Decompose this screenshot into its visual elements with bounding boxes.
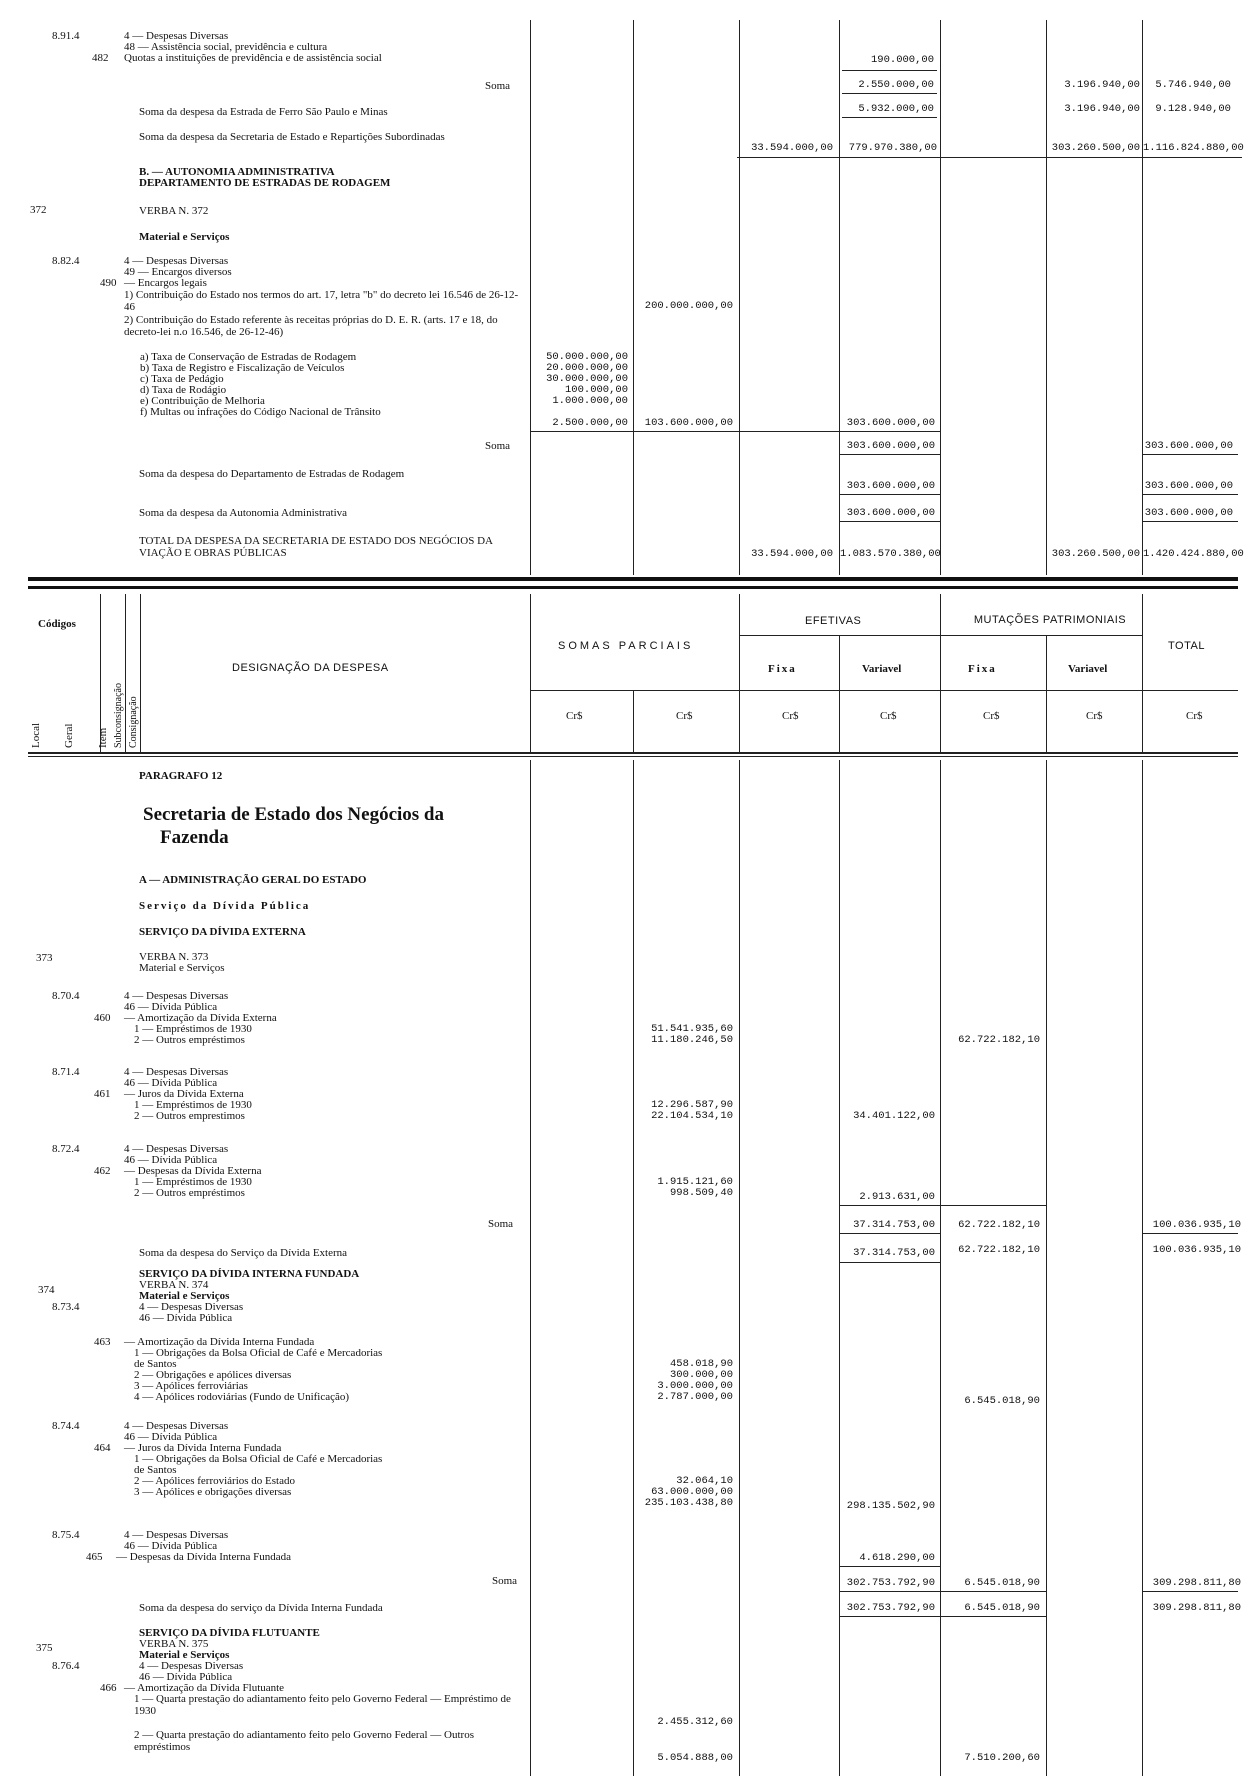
currency-4: Cr$: [880, 710, 897, 722]
value-parcial2: 5.054.888,00: [657, 1752, 733, 1764]
code-8-82-4: 8.82.4: [52, 255, 80, 267]
double-rule-bottom: [28, 586, 1238, 589]
variavel-header: Variavel: [862, 663, 902, 675]
value-parcial2: 22.104.534,10: [651, 1110, 733, 1122]
value-variavel: 4.618.290,00: [859, 1552, 935, 1564]
row-text: 4 — Despesas Diversas: [139, 1301, 244, 1313]
value-parcial2: 1.915.121,60: [657, 1176, 733, 1188]
secretaria-title-1: Secretaria de Estado dos Negócios da: [143, 804, 444, 825]
row-text: 48 — Assistência social, previdência e cultura: [124, 41, 328, 53]
row-text: 4 — Apólices rodoviárias (Fundo de Unificação): [134, 1391, 350, 1403]
row-text: 46 — Dívida Pública: [124, 1001, 218, 1013]
col-subconsignacao: Subconsignação: [113, 683, 124, 748]
value-fixa: 33.594.000,00: [751, 142, 833, 154]
currency-1: Cr$: [566, 710, 583, 722]
mvariavel-header: Variavel: [1068, 663, 1108, 675]
code-8-76-4: 8.76.4: [52, 1660, 80, 1672]
value-total: 1.420.424.880,00: [1143, 548, 1244, 560]
row-text: d) Taxa de Rodágio: [140, 384, 227, 396]
total-viacao-text: TOTAL DA DESPESA DA SECRETARIA DE ESTADO DOS NEGÓCIOS DA VIAÇÃO E OBRAS PÚBLICAS: [139, 535, 493, 559]
row-text: — Amortização da Dívida Flutuante: [124, 1682, 285, 1694]
code-490: 490: [100, 277, 117, 289]
currency-5: Cr$: [983, 710, 1000, 722]
verba-label: VERBA N. 373: [139, 951, 209, 963]
col-geral: Geral: [63, 723, 75, 748]
code-482: 482: [92, 52, 109, 64]
verba-label: VERBA N. 372: [139, 205, 209, 217]
value-variavel: 2.550.000,00: [858, 79, 934, 91]
row-text: 1 — Obrigações da Bolsa Oficial de Café e Mercadorias: [134, 1347, 383, 1359]
material-heading: Material e Serviços: [139, 1649, 230, 1661]
row-text: f) Multas ou infrações do Código Nacional de Trânsito: [140, 406, 381, 418]
value-parcial1: 2.500.000,00: [552, 417, 628, 429]
value-parcial2: 51.541.935,60: [651, 1023, 733, 1035]
value-variavel: 34.401.122,00: [853, 1110, 935, 1122]
value-total: 303.600.000,00: [1144, 480, 1233, 492]
col-item: Item: [97, 727, 109, 748]
row-text: Soma da despesa do Departamento de Estradas de Rodagem: [139, 468, 405, 480]
value-mfixa: 3.196.940,00: [1064, 103, 1140, 115]
local-code: 374: [38, 1284, 55, 1296]
local-code: 372: [30, 204, 47, 216]
row-text: 4 — Despesas Diversas: [139, 1660, 244, 1672]
col-local: Local: [30, 722, 42, 748]
value-total: 303.600.000,00: [1144, 440, 1233, 452]
mfixa-header: Fixa: [968, 663, 997, 675]
code-8-91-4: 8.91.4: [52, 30, 80, 42]
value-mfixa: 6.545.018,90: [964, 1395, 1040, 1407]
value-variavel: 2.913.631,00: [859, 1191, 935, 1203]
code-462: 462: [94, 1165, 111, 1177]
value-parcial2: 103.600.000,00: [644, 417, 733, 429]
value-parcial1: 50.000.000,00: [546, 351, 628, 363]
value-mfixa: 7.510.200,60: [964, 1752, 1040, 1764]
currency-6: Cr$: [1086, 710, 1103, 722]
row-text: Soma da despesa da Estrada de Ferro São Paulo e Minas: [139, 106, 388, 118]
value-parcial2: 11.180.246,50: [651, 1034, 733, 1046]
mutacoes-header: MUTAÇÕES PATRIMONIAIS: [973, 614, 1127, 626]
value-parcial2: 2.787.000,00: [657, 1391, 733, 1403]
row-text: 4 — Despesas Diversas: [124, 255, 229, 267]
row-text: 2 — Outros emprestimos: [134, 1110, 245, 1122]
local-code: 373: [36, 952, 53, 964]
code-465: 465: [86, 1551, 103, 1563]
row-text: — Juros da Dívida Interna Fundada: [124, 1442, 282, 1454]
verba-label: VERBA N. 374: [139, 1279, 209, 1291]
value-parcial1: 30.000.000,00: [546, 373, 628, 385]
value-variavel: 303.600.000,00: [846, 417, 935, 429]
row-text: 2 — Outros empréstimos: [134, 1034, 245, 1046]
row-text: — Amortização da Dívida Interna Fundada: [124, 1336, 315, 1348]
codigos-label: Códigos: [38, 618, 76, 630]
value-mfixa: 303.260.500,00: [1051, 142, 1140, 154]
local-code: 375: [36, 1642, 53, 1654]
code-463: 463: [94, 1336, 111, 1348]
row-text: — Juros da Dívida Externa: [124, 1088, 244, 1100]
value-variavel: 303.600.000,00: [846, 507, 935, 519]
row-text: 49 — Encargos diversos: [124, 266, 232, 278]
code-8-72-4: 8.72.4: [52, 1143, 80, 1155]
value-mfixa: 62.722.182,10: [958, 1034, 1040, 1046]
value-variavel: 303.600.000,00: [846, 480, 935, 492]
row-text: Soma da despesa da Secretaria de Estado e Repartições Subordinadas: [139, 131, 445, 143]
servico-heading: Serviço da Dívida Pública: [139, 900, 311, 912]
material-heading: Material e Serviços: [139, 1290, 230, 1302]
value-parcial2: 300.000,00: [669, 1369, 733, 1381]
value-variavel: 303.600.000,00: [846, 440, 935, 452]
col-consignacao: Consignação: [128, 696, 139, 748]
value-parcial2: 3.000.000,00: [657, 1380, 733, 1392]
row-text: 1) Contribuição do Estado nos termos do art. 17, letra "b" do decreto lei 16.546 de 26-12-46: [124, 289, 519, 313]
row-text: 46 — Dívida Pública: [124, 1540, 218, 1552]
value-parcial2: 2.455.312,60: [657, 1716, 733, 1728]
interna-heading: SERVIÇO DA DÍVIDA INTERNA FUNDADA: [139, 1268, 360, 1280]
double-rule-top: [28, 577, 1238, 581]
row-text: Quotas a instituições de previdência e de assistência social: [124, 52, 382, 64]
value-total: 5.746.940,00: [1155, 79, 1231, 91]
row-text: 46 — Dívida Pública: [139, 1312, 233, 1324]
row-text: 2) Contribuição do Estado referente às receitas próprias do D. E. R. (arts. 17 e 18, do decreto-lei n.o 16.546, de 26-12-46): [124, 314, 498, 338]
material-heading: Material e Serviços: [139, 231, 230, 243]
soma-label: Soma: [485, 80, 511, 92]
value-total: 100.036.935,10: [1152, 1219, 1241, 1231]
value-total: 303.600.000,00: [1144, 507, 1233, 519]
row-text: 4 — Despesas Diversas: [124, 1420, 229, 1432]
value-parcial1: 20.000.000,00: [546, 362, 628, 374]
row-text: Soma da despesa do Serviço da Dívida Externa: [139, 1247, 348, 1259]
row-text: 4 — Despesas Diversas: [124, 1143, 229, 1155]
soma-label: Soma: [485, 440, 511, 452]
row-text: 1 — Quarta prestação do adiantamento feito pelo Governo Federal — Empréstimo de 1930: [134, 1693, 511, 1717]
code-8-74-4: 8.74.4: [52, 1420, 80, 1432]
value-total: 100.036.935,10: [1152, 1244, 1241, 1256]
row-text: Soma da despesa da Autonomia Administrativa: [139, 507, 348, 519]
value-variavel: 302.753.792,90: [846, 1577, 935, 1589]
code-460: 460: [94, 1012, 111, 1024]
code-8-70-4: 8.70.4: [52, 990, 80, 1002]
value-total: 309.298.811,80: [1152, 1577, 1241, 1589]
value-variavel: 1.083.570.380,00: [840, 548, 941, 560]
value-variavel: 302.753.792,90: [846, 1602, 935, 1614]
row-text: 4 — Despesas Diversas: [124, 1529, 229, 1541]
row-text: 46 — Dívida Pública: [124, 1154, 218, 1166]
value-variavel: 37.314.753,00: [853, 1219, 935, 1231]
value-variavel: 190.000,00: [870, 54, 934, 66]
verba-label: VERBA N. 375: [139, 1638, 209, 1650]
value-variavel: 37.314.753,00: [853, 1247, 935, 1259]
row-text: e) Contribuição de Melhoria: [140, 395, 265, 407]
row-text: 1 — Empréstimos de 1930: [134, 1023, 252, 1035]
row-text: — Amortização da Dívida Externa: [124, 1012, 277, 1024]
fixa-header: Fixa: [768, 663, 797, 675]
value-total: 309.298.811,80: [1152, 1602, 1241, 1614]
row-text: b) Taxa de Registro e Fiscalização de Veículos: [140, 362, 345, 374]
designacao-header: DESIGNAÇÃO DA DESPESA: [232, 662, 389, 674]
row-text: 2 — Apólices ferroviários do Estado: [134, 1475, 295, 1487]
row-text: 3 — Apólices e obrigações diversas: [134, 1486, 292, 1498]
value-parcial2: 458.018,90: [669, 1358, 733, 1370]
code-8-73-4: 8.73.4: [52, 1301, 80, 1313]
value-variavel: 5.932.000,00: [858, 103, 934, 115]
value-parcial1: 100.000,00: [564, 384, 628, 396]
value-parcial2: 998.509,40: [669, 1187, 733, 1199]
value-parcial2: 32.064,10: [676, 1475, 733, 1487]
row-text: — Despesas da Dívida Externa: [124, 1165, 262, 1177]
value-parcial1: 1.000.000,00: [552, 395, 628, 407]
code-466: 466: [100, 1682, 117, 1694]
admin-heading: A — ADMINISTRAÇÃO GERAL DO ESTADO: [139, 874, 367, 886]
value-parcial2: 235.103.438,80: [644, 1497, 733, 1509]
soma-label: Soma: [488, 1218, 514, 1230]
value-parcial2: 63.000.000,00: [651, 1486, 733, 1498]
value-mfixa: 303.260.500,00: [1051, 548, 1140, 560]
row-text: 1 — Obrigações da Bolsa Oficial de Café e Mercadorias: [134, 1453, 383, 1465]
code-8-75-4: 8.75.4: [52, 1529, 80, 1541]
row-text: c) Taxa de Pedágio: [140, 373, 224, 385]
row-text: 2 — Obrigações e apólices diversas: [134, 1369, 292, 1381]
soma-label: Soma: [492, 1575, 518, 1587]
section-heading: B. — AUTONOMIA ADMINISTRATIVA: [139, 166, 335, 178]
row-text: 4 — Despesas Diversas: [124, 30, 229, 42]
value-parcial2: 200.000.000,00: [644, 300, 733, 312]
value-variavel: 298.135.502,90: [846, 1500, 935, 1512]
row-text: 2 — Quarta prestação do adiantamento feito pelo Governo Federal — Outros empréstimos: [134, 1729, 474, 1753]
row-text: 1 — Empréstimos de 1930: [134, 1099, 252, 1111]
value-mfixa: 6.545.018,90: [964, 1577, 1040, 1589]
row-text: — Despesas da Dívida Interna Fundada: [116, 1551, 292, 1563]
currency-2: Cr$: [676, 710, 693, 722]
value-total: 9.128.940,00: [1155, 103, 1231, 115]
row-text: 46 — Dívida Pública: [124, 1077, 218, 1089]
total-header: TOTAL: [1168, 640, 1205, 652]
row-text: Soma da despesa do serviço da Dívida Interna Fundada: [139, 1602, 383, 1614]
row-text: 46 — Dívida Pública: [139, 1671, 233, 1683]
row-text: 4 — Despesas Diversas: [124, 1066, 229, 1078]
value-mfixa: 6.545.018,90: [964, 1602, 1040, 1614]
row-text: 46 — Dívida Pública: [124, 1431, 218, 1443]
currency-7: Cr$: [1186, 710, 1203, 722]
value-variavel: 779.970.380,00: [848, 142, 937, 154]
row-text: a) Taxa de Conservação de Estradas de Rodagem: [140, 351, 357, 363]
value-fixa: 33.594.000,00: [751, 548, 833, 560]
row-text: 1 — Empréstimos de 1930: [134, 1176, 252, 1188]
row-text: de Santos: [134, 1358, 177, 1370]
value-mfixa: 62.722.182,10: [958, 1219, 1040, 1231]
value-total: 1.116.824.880,00: [1143, 142, 1244, 154]
row-text: 2 — Outros empréstimos: [134, 1187, 245, 1199]
value-mfixa: 3.196.940,00: [1064, 79, 1140, 91]
externa-heading: SERVIÇO DA DÍVIDA EXTERNA: [139, 926, 306, 938]
code-461: 461: [94, 1088, 111, 1100]
code-464: 464: [94, 1442, 111, 1454]
material-heading: Material e Serviços: [139, 962, 225, 974]
value-parcial2: 12.296.587,90: [651, 1099, 733, 1111]
code-8-71-4: 8.71.4: [52, 1066, 80, 1078]
currency-3: Cr$: [782, 710, 799, 722]
somas-parciais-header: SOMAS PARCIAIS: [558, 640, 694, 652]
efetivas-header: EFETIVAS: [805, 615, 862, 627]
paragrafo-label: PARAGRAFO 12: [139, 770, 223, 782]
row-text: — Encargos legais: [124, 277, 207, 289]
section-heading: DEPARTAMENTO DE ESTRADAS DE RODAGEM: [139, 177, 391, 189]
row-text: 4 — Despesas Diversas: [124, 990, 229, 1002]
row-text: 3 — Apólices ferroviárias: [134, 1380, 248, 1392]
secretaria-title-2: Fazenda: [160, 827, 229, 848]
flutuante-heading: SERVIÇO DA DÍVIDA FLUTUANTE: [139, 1627, 320, 1639]
value-mfixa: 62.722.182,10: [958, 1244, 1040, 1256]
row-text: de Santos: [134, 1464, 177, 1476]
